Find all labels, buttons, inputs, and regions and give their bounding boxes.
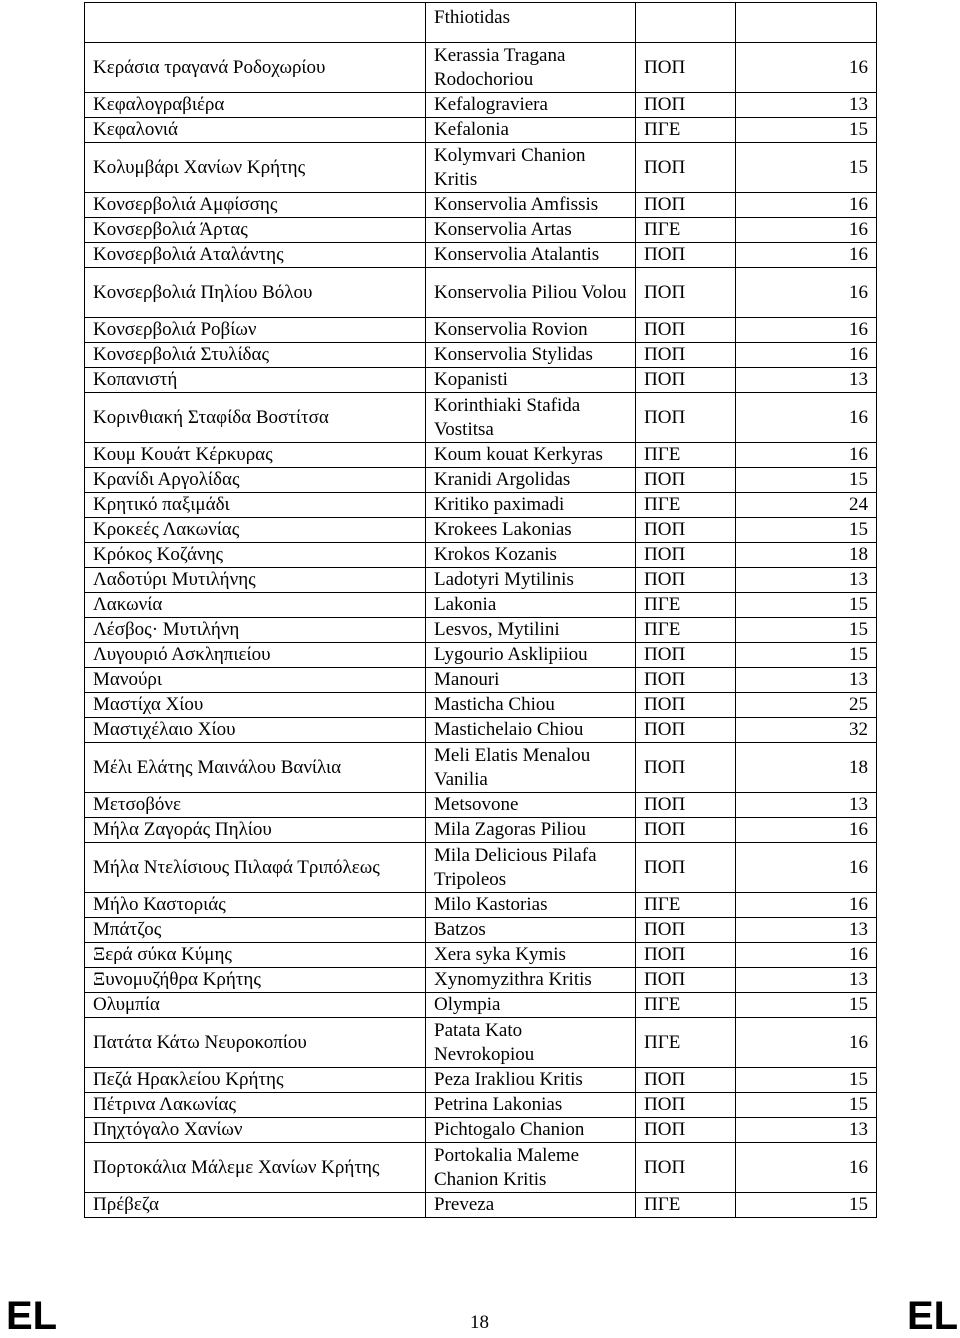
class-code-cell: 16 xyxy=(736,843,877,893)
latin-name-cell: Xera syka Kymis xyxy=(426,943,636,968)
class-code-cell: 15 xyxy=(736,118,877,143)
table-row xyxy=(85,93,877,118)
table-row xyxy=(85,618,877,643)
table-row xyxy=(85,968,877,993)
class-code-cell: 15 xyxy=(736,518,877,543)
greek-name-cell: Πηχτόγαλο Χανίων xyxy=(85,1118,426,1143)
class-code-cell: 16 xyxy=(736,43,877,93)
greek-name-cell: Ξερά σύκα Κύμης xyxy=(85,943,426,968)
class-code-cell: 18 xyxy=(736,743,877,793)
class-code-cell: 25 xyxy=(736,693,877,718)
designation-cell: ΠΓΕ xyxy=(636,993,736,1018)
greek-name-cell: Πατάτα Κάτω Νευροκοπίου xyxy=(85,1018,426,1068)
latin-name-cell: Kefalonia xyxy=(426,118,636,143)
table-row xyxy=(85,393,877,443)
latin-name-cell: Konservolia Rovion xyxy=(426,318,636,343)
latin-name-cell: Meli Elatis Menalou Vanilia xyxy=(426,743,636,793)
latin-name-cell: Korinthiaki Stafida Vostitsa xyxy=(426,393,636,443)
class-code-cell: 15 xyxy=(736,643,877,668)
latin-name-cell: Kranidi Argolidas xyxy=(426,468,636,493)
latin-name-cell: Petrina Lakonias xyxy=(426,1093,636,1118)
table-row xyxy=(85,443,877,468)
latin-name-cell: Batzos xyxy=(426,918,636,943)
greek-name-cell: Μαστιχέλαιο Χίου xyxy=(85,718,426,743)
class-code-cell: 16 xyxy=(736,818,877,843)
class-code-cell: 15 xyxy=(736,143,877,193)
designation-cell: ΠΓΕ xyxy=(636,1193,736,1218)
designation-cell: ΠΟΠ xyxy=(636,93,736,118)
latin-name-cell: Konservolia Stylidas xyxy=(426,343,636,368)
greek-name-cell: Κονσερβολιά Στυλίδας xyxy=(85,343,426,368)
latin-name-cell: Kritiko paximadi xyxy=(426,493,636,518)
class-code-cell: 15 xyxy=(736,1093,877,1118)
latin-name-cell: Preveza xyxy=(426,1193,636,1218)
table-row xyxy=(85,1118,877,1143)
latin-name-cell: Krokos Kozanis xyxy=(426,543,636,568)
designation-cell: ΠΓΕ xyxy=(636,618,736,643)
designation-cell: ΠΓΕ xyxy=(636,893,736,918)
designation-cell: ΠΟΠ xyxy=(636,43,736,93)
designation-cell: ΠΓΕ xyxy=(636,493,736,518)
designation-cell: ΠΟΠ xyxy=(636,543,736,568)
latin-name-cell: Portokalia Maleme Chanion Kritis xyxy=(426,1143,636,1193)
greek-name-cell: Κονσερβολιά Πηλίου Βόλου xyxy=(85,268,426,318)
designation-cell: ΠΓΕ xyxy=(636,593,736,618)
class-code-cell: 13 xyxy=(736,93,877,118)
designation-cell: ΠΟΠ xyxy=(636,1143,736,1193)
greek-name-cell: Πορτοκάλια Μάλεμε Χανίων Κρήτης xyxy=(85,1143,426,1193)
table-row xyxy=(85,493,877,518)
latin-name-cell: Krokees Lakonias xyxy=(426,518,636,543)
designation-cell: ΠΟΠ xyxy=(636,693,736,718)
greek-name-cell: Κρόκος Κοζάνης xyxy=(85,543,426,568)
table-header-row xyxy=(85,3,877,43)
class-code-cell: 16 xyxy=(736,243,877,268)
table-row xyxy=(85,568,877,593)
table-row xyxy=(85,343,877,368)
latin-name-cell: Metsovone xyxy=(426,793,636,818)
class-code-cell: 16 xyxy=(736,343,877,368)
greek-name-cell: Πέτρινα Λακωνίας xyxy=(85,1093,426,1118)
table-row xyxy=(85,268,877,318)
greek-name-cell: Λακωνία xyxy=(85,593,426,618)
designation-cell: ΠΟΠ xyxy=(636,468,736,493)
table-row xyxy=(85,193,877,218)
designation-cell: ΠΟΠ xyxy=(636,518,736,543)
table-row xyxy=(85,818,877,843)
designation-cell: ΠΟΠ xyxy=(636,318,736,343)
latin-name-cell: Kefalograviera xyxy=(426,93,636,118)
class-code-cell: 13 xyxy=(736,918,877,943)
greek-name-cell: Μπάτζος xyxy=(85,918,426,943)
table-row xyxy=(85,143,877,193)
designation-cell: ΠΟΠ xyxy=(636,1118,736,1143)
designation-cell: ΠΟΠ xyxy=(636,943,736,968)
table-row xyxy=(85,843,877,893)
greek-name-cell: Κονσερβολιά Ροβίων xyxy=(85,318,426,343)
table-row xyxy=(85,468,877,493)
table-row xyxy=(85,518,877,543)
header-region: Fthiotidas xyxy=(426,3,636,43)
class-code-cell: 16 xyxy=(736,1143,877,1193)
designation-cell: ΠΟΠ xyxy=(636,368,736,393)
table-row xyxy=(85,543,877,568)
table-row xyxy=(85,693,877,718)
class-code-cell: 16 xyxy=(736,193,877,218)
class-code-cell: 13 xyxy=(736,568,877,593)
latin-name-cell: Kopanisti xyxy=(426,368,636,393)
table-row xyxy=(85,1018,877,1068)
class-code-cell: 32 xyxy=(736,718,877,743)
latin-name-cell: Pichtogalo Chanion xyxy=(426,1118,636,1143)
class-code-cell: 16 xyxy=(736,893,877,918)
footer-lang-right: EL xyxy=(907,1294,959,1338)
class-code-cell: 13 xyxy=(736,1118,877,1143)
latin-name-cell: Mila Zagoras Piliou xyxy=(426,818,636,843)
class-code-cell: 24 xyxy=(736,493,877,518)
footer-lang-left: EL xyxy=(6,1294,58,1338)
table-row xyxy=(85,1143,877,1193)
latin-name-cell: Ladotyri Mytilinis xyxy=(426,568,636,593)
greek-name-cell: Κουμ Κουάτ Κέρκυρας xyxy=(85,443,426,468)
table-row xyxy=(85,718,877,743)
latin-name-cell: Xynomyzithra Kritis xyxy=(426,968,636,993)
greek-name-cell: Κεφαλογραβιέρα xyxy=(85,93,426,118)
class-code-cell: 13 xyxy=(736,368,877,393)
table-row xyxy=(85,643,877,668)
table-row xyxy=(85,668,877,693)
designation-cell: ΠΟΠ xyxy=(636,743,736,793)
designation-cell: ΠΟΠ xyxy=(636,268,736,318)
latin-name-cell: Konservolia Amfissis xyxy=(426,193,636,218)
latin-name-cell: Mila Delicious Pilafa Tripoleos xyxy=(426,843,636,893)
greek-name-cell: Κεφαλονιά xyxy=(85,118,426,143)
greek-name-cell: Μανούρι xyxy=(85,668,426,693)
registry-table xyxy=(84,2,877,1218)
designation-cell: ΠΟΠ xyxy=(636,668,736,693)
designation-cell: ΠΟΠ xyxy=(636,718,736,743)
latin-name-cell: Koum kouat Kerkyras xyxy=(426,443,636,468)
page-number: 18 xyxy=(470,1312,489,1333)
designation-cell: ΠΟΠ xyxy=(636,193,736,218)
designation-cell: ΠΟΠ xyxy=(636,1068,736,1093)
designation-cell: ΠΟΠ xyxy=(636,793,736,818)
latin-name-cell: Peza Irakliou Kritis xyxy=(426,1068,636,1093)
latin-name-cell: Masticha Chiou xyxy=(426,693,636,718)
table-row xyxy=(85,993,877,1018)
greek-name-cell: Κονσερβολιά Άρτας xyxy=(85,218,426,243)
designation-cell: ΠΟΠ xyxy=(636,393,736,443)
designation-cell: ΠΟΠ xyxy=(636,643,736,668)
latin-name-cell: Lesvos, Mytilini xyxy=(426,618,636,643)
designation-cell: ΠΟΠ xyxy=(636,843,736,893)
table-row xyxy=(85,918,877,943)
table-row xyxy=(85,1093,877,1118)
greek-name-cell: Μήλα Ντελίσιους Πιλαφά Τριπόλεως xyxy=(85,843,426,893)
class-code-cell: 15 xyxy=(736,468,877,493)
designation-cell: ΠΟΠ xyxy=(636,343,736,368)
latin-name-cell: Konservolia Piliou Volou xyxy=(426,268,636,318)
class-code-cell: 16 xyxy=(736,393,877,443)
table-row xyxy=(85,43,877,93)
latin-name-cell: Lygourio Asklipiiou xyxy=(426,643,636,668)
greek-name-cell: Λέσβος· Μυτιλήνη xyxy=(85,618,426,643)
greek-name-cell: Λυγουριό Ασκληπιείου xyxy=(85,643,426,668)
latin-name-cell: Kolymvari Chanion Kritis xyxy=(426,143,636,193)
greek-name-cell: Κρανίδι Αργολίδας xyxy=(85,468,426,493)
table-row xyxy=(85,1068,877,1093)
designation-cell: ΠΟΠ xyxy=(636,243,736,268)
greek-name-cell: Πεζά Ηρακλείου Κρήτης xyxy=(85,1068,426,1093)
latin-name-cell: Mastichelaio Chiou xyxy=(426,718,636,743)
greek-name-cell: Κεράσια τραγανά Ροδοχωρίου xyxy=(85,43,426,93)
table-row xyxy=(85,368,877,393)
table-row xyxy=(85,1193,877,1218)
greek-name-cell: Ολυμπία xyxy=(85,993,426,1018)
table-row xyxy=(85,118,877,143)
greek-name-cell: Κρητικό παξιμάδι xyxy=(85,493,426,518)
greek-name-cell: Πρέβεζα xyxy=(85,1193,426,1218)
greek-name-cell: Μετσοβόνε xyxy=(85,793,426,818)
header-empty-cell xyxy=(85,3,426,43)
table-row xyxy=(85,793,877,818)
designation-cell: ΠΓΕ xyxy=(636,443,736,468)
table-row xyxy=(85,593,877,618)
greek-name-cell: Κορινθιακή Σταφίδα Βοστίτσα xyxy=(85,393,426,443)
greek-name-cell: Μέλι Ελάτης Μαινάλου Βανίλια xyxy=(85,743,426,793)
table-row xyxy=(85,243,877,268)
registry-table-body xyxy=(85,3,877,1218)
class-code-cell: 13 xyxy=(736,668,877,693)
class-code-cell: 16 xyxy=(736,318,877,343)
designation-cell: ΠΓΕ xyxy=(636,218,736,243)
designation-cell: ΠΓΕ xyxy=(636,118,736,143)
greek-name-cell: Μήλο Καστοριάς xyxy=(85,893,426,918)
designation-cell: ΠΟΠ xyxy=(636,568,736,593)
class-code-cell: 15 xyxy=(736,618,877,643)
table-row xyxy=(85,943,877,968)
latin-name-cell: Manouri xyxy=(426,668,636,693)
class-code-cell: 16 xyxy=(736,443,877,468)
latin-name-cell: Kerassia Tragana Rodochoriou xyxy=(426,43,636,93)
greek-name-cell: Ξυνομυζήθρα Κρήτης xyxy=(85,968,426,993)
class-code-cell: 13 xyxy=(736,793,877,818)
greek-name-cell: Λαδοτύρι Μυτιλήνης xyxy=(85,568,426,593)
class-code-cell: 16 xyxy=(736,1018,877,1068)
designation-cell: ΠΟΠ xyxy=(636,818,736,843)
designation-cell: ΠΓΕ xyxy=(636,1018,736,1068)
greek-name-cell: Κονσερβολιά Αταλάντης xyxy=(85,243,426,268)
designation-cell: ΠΟΠ xyxy=(636,143,736,193)
class-code-cell: 16 xyxy=(736,268,877,318)
table-row xyxy=(85,743,877,793)
table-row xyxy=(85,218,877,243)
greek-name-cell: Κροκεές Λακωνίας xyxy=(85,518,426,543)
header-empty-cell xyxy=(636,3,736,43)
latin-name-cell: Patata Kato Nevrokopiou xyxy=(426,1018,636,1068)
greek-name-cell: Κολυμβάρι Χανίων Κρήτης xyxy=(85,143,426,193)
table-row xyxy=(85,893,877,918)
greek-name-cell: Κοπανιστή xyxy=(85,368,426,393)
latin-name-cell: Milo Kastorias xyxy=(426,893,636,918)
class-code-cell: 15 xyxy=(736,1068,877,1093)
designation-cell: ΠΟΠ xyxy=(636,1093,736,1118)
latin-name-cell: Konservolia Atalantis xyxy=(426,243,636,268)
class-code-cell: 13 xyxy=(736,968,877,993)
greek-name-cell: Μαστίχα Χίου xyxy=(85,693,426,718)
class-code-cell: 18 xyxy=(736,543,877,568)
class-code-cell: 15 xyxy=(736,593,877,618)
greek-name-cell: Κονσερβολιά Αμφίσσης xyxy=(85,193,426,218)
designation-cell: ΠΟΠ xyxy=(636,968,736,993)
designation-cell: ΠΟΠ xyxy=(636,918,736,943)
greek-name-cell: Μήλα Ζαγοράς Πηλίου xyxy=(85,818,426,843)
class-code-cell: 15 xyxy=(736,1193,877,1218)
latin-name-cell: Konservolia Artas xyxy=(426,218,636,243)
latin-name-cell: Lakonia xyxy=(426,593,636,618)
latin-name-cell: Olympia xyxy=(426,993,636,1018)
class-code-cell: 16 xyxy=(736,218,877,243)
class-code-cell: 15 xyxy=(736,993,877,1018)
header-empty-cell xyxy=(736,3,877,43)
table-row xyxy=(85,318,877,343)
class-code-cell: 16 xyxy=(736,943,877,968)
